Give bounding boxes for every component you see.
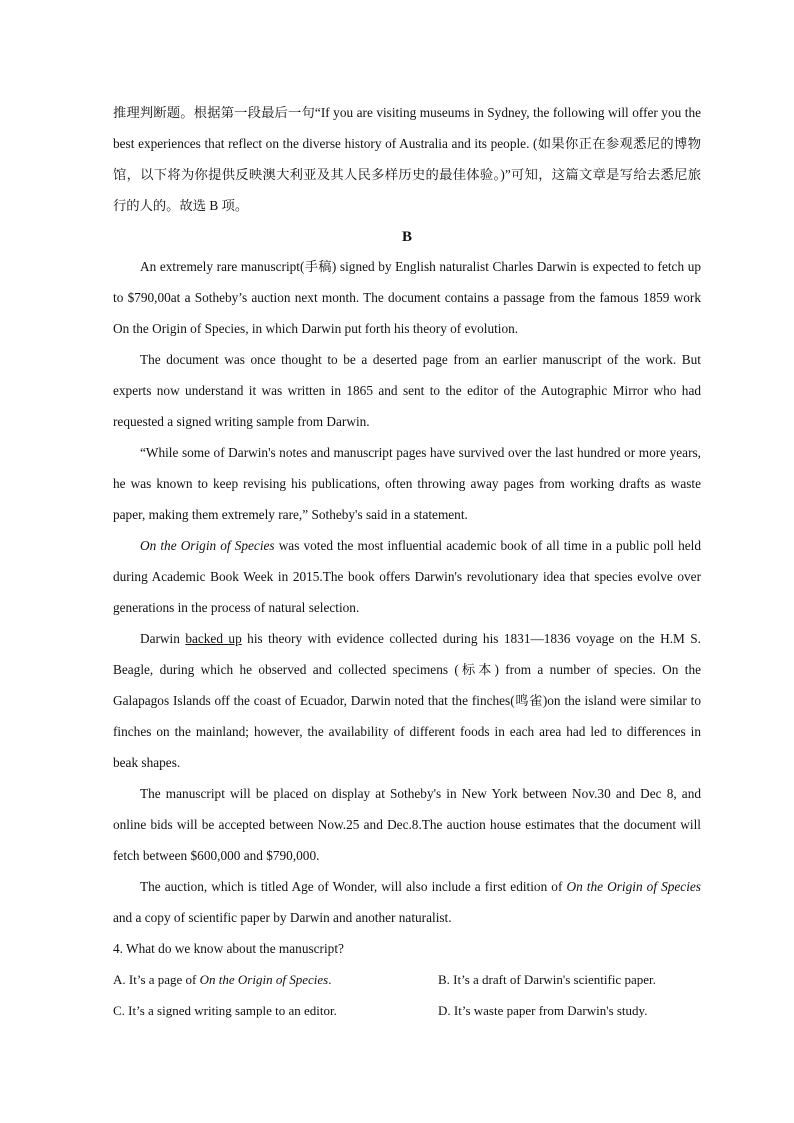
paragraph-text: his theory with evidence collected during his 1831—1836 voyage on the H.M S. Beagle, during which he observed and collected specimens (标本) from a number of species. On the Galapagos Islands off the coast of Ecuador, Darwin noted that the finches(鸣雀)on the island were similar to finches on the mainland; however, the availability of different foods in each area had led to differences in beak shapes. <box>113 631 702 770</box>
passage-paragraph-3: “While some of Darwin's notes and manuscript pages have survived over the last hundred or more years, he was known to keep revising his publications, often throwing away pages from working drafts as waste paper, making them extremely rare,” Sotheby's said in a statement. <box>113 445 701 522</box>
document-body <box>113 97 701 1026</box>
passage-paragraph-4 <box>113 530 701 623</box>
book-title: On the Origin of Species <box>199 972 329 987</box>
option-a-suffix: . <box>328 972 332 987</box>
book-title: On the Origin of Species <box>566 879 701 894</box>
passage-paragraph-1: An extremely rare manuscript(手稿) signed by English naturalist Charles Darwin is expected to fetch up to $790,00at a Sotheby’s auction next month. The document contains a passage from the famous 1859 work On the Origin of Species, in which Darwin put forth his theory of evolution. <box>113 259 701 336</box>
option-a-prefix: A. It’s a page of <box>113 972 200 987</box>
paragraph-text: and a copy of scientific paper by Darwin and another naturalist. <box>113 910 452 925</box>
option-a[interactable] <box>113 964 438 995</box>
question-stem: 4. What do we know about the manuscript? <box>113 941 344 956</box>
option-c[interactable]: C. It’s a signed writing sample to an editor. <box>113 1003 337 1018</box>
passage-paragraph-6: The manuscript will be placed on display at Sotheby's in New York between Nov.30 and Dec 8, and online bids will be accepted between Now.25 and Dec.8.The auction house estimates that the document will fetch between $600,000 and $790,000. <box>113 786 701 863</box>
underlined-phrase: backed up <box>185 631 242 646</box>
paragraph-text: was voted the most influential academic book of all time in a public poll held during Academic Book Week in 2015.The book offers Darwin's revolutionary idea that species evolve over generations in the process of natural selection. <box>113 538 701 615</box>
book-title: On the Origin of Species <box>140 538 275 553</box>
passage-paragraph-2: The document was once thought to be a deserted page from an earlier manuscript of the work. But experts now understand it was written in 1865 and sent to the editor of the Autographic Mirror who had requested a signed writing sample from Darwin. <box>113 352 701 429</box>
paragraph-text: Darwin <box>140 631 186 646</box>
section-heading: B <box>401 229 412 245</box>
passage-paragraph-5 <box>113 623 701 778</box>
paragraph-text: The auction, which is titled Age of Wonder, will also include a first edition of <box>140 879 567 894</box>
answer-options <box>113 964 701 1026</box>
passage-paragraph-7 <box>113 871 701 933</box>
option-d[interactable]: D. It’s waste paper from Darwin's study. <box>438 1003 648 1018</box>
option-b[interactable]: B. It’s a draft of Darwin's scientific paper. <box>438 972 656 987</box>
answer-analysis: 推理判断题。根据第一段最后一句“If you are visiting museums in Sydney, the following will offer you the best experiences that reflect on the diverse history of Australia and its people. (如果你正在参观悉尼的博物馆，以下将为你提供反映澳大利亚及其人民多样历史的最佳体验。)”可知，这篇文章是写给去悉尼旅行的人的。故选 B 项。 <box>113 105 701 213</box>
